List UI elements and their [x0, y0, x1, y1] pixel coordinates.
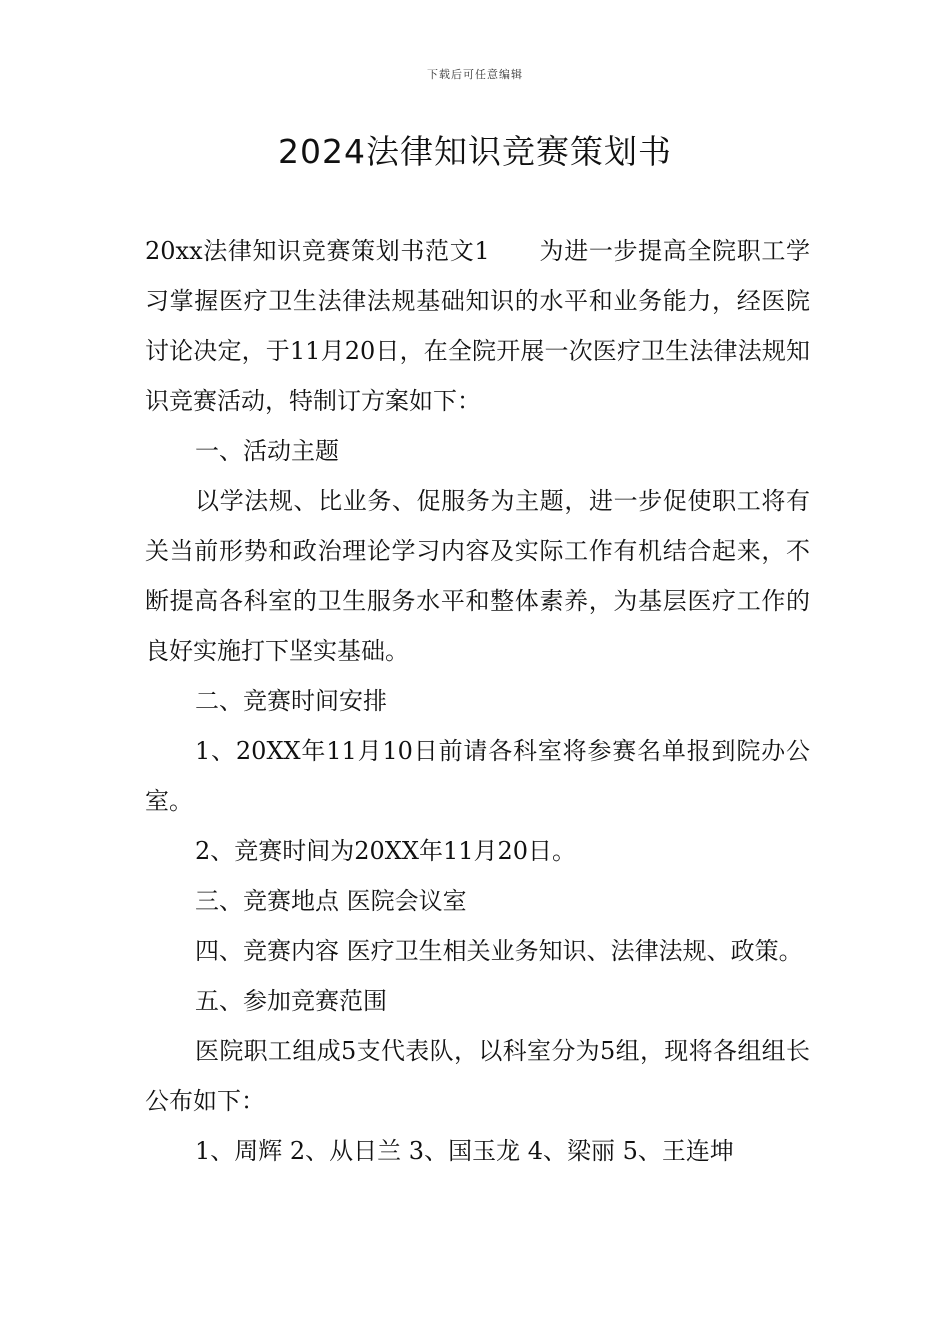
paragraph-intro: 20xx法律知识竞赛策划书范文1 为进一步提高全院职工学习掌握医疗卫生法律法规基础知识的水平和业务能力，经医院讨论决定，于11月20日，在全院开展一次医疗卫生法律法规知识竞赛活动，特制订方案如下：: [145, 237, 810, 415]
section-heading-theme: 一、活动主题: [195, 437, 339, 465]
section-heading-location: 三、竞赛地点 医院会议室: [195, 887, 467, 915]
header-note: 下载后可任意编辑: [427, 68, 523, 81]
document-title: 2024法律知识竞赛策划书: [278, 132, 672, 171]
paragraph-team-leaders: 1、周辉 2、从日兰 3、国玉龙 4、梁丽 5、王连坤: [195, 1137, 734, 1165]
section-heading-scope: 五、参加竞赛范围: [195, 987, 387, 1015]
section-heading-content: 四、竞赛内容 医疗卫生相关业务知识、法律法规、政策。: [195, 937, 803, 965]
paragraph-theme: 以学法规、比业务、促服务为主题，进一步促使职工将有关当前形势和政治理论学习内容及实际工作有机结合起来，不断提高各科室的卫生服务水平和整体素养，为基层医疗工作的良好实施打下坚实基础。: [145, 487, 810, 665]
paragraph-scope: 医院职工组成5支代表队，以科室分为5组，现将各组组长公布如下：: [145, 1037, 810, 1115]
paragraph-schedule-1: 1、20XX年11月10日前请各科室将参赛名单报到院办公室。: [145, 737, 810, 815]
section-heading-schedule: 二、竞赛时间安排: [195, 687, 387, 715]
paragraph-schedule-2: 2、竞赛时间为20XX年11月20日。: [195, 837, 577, 865]
document-body: [145, 226, 810, 1176]
